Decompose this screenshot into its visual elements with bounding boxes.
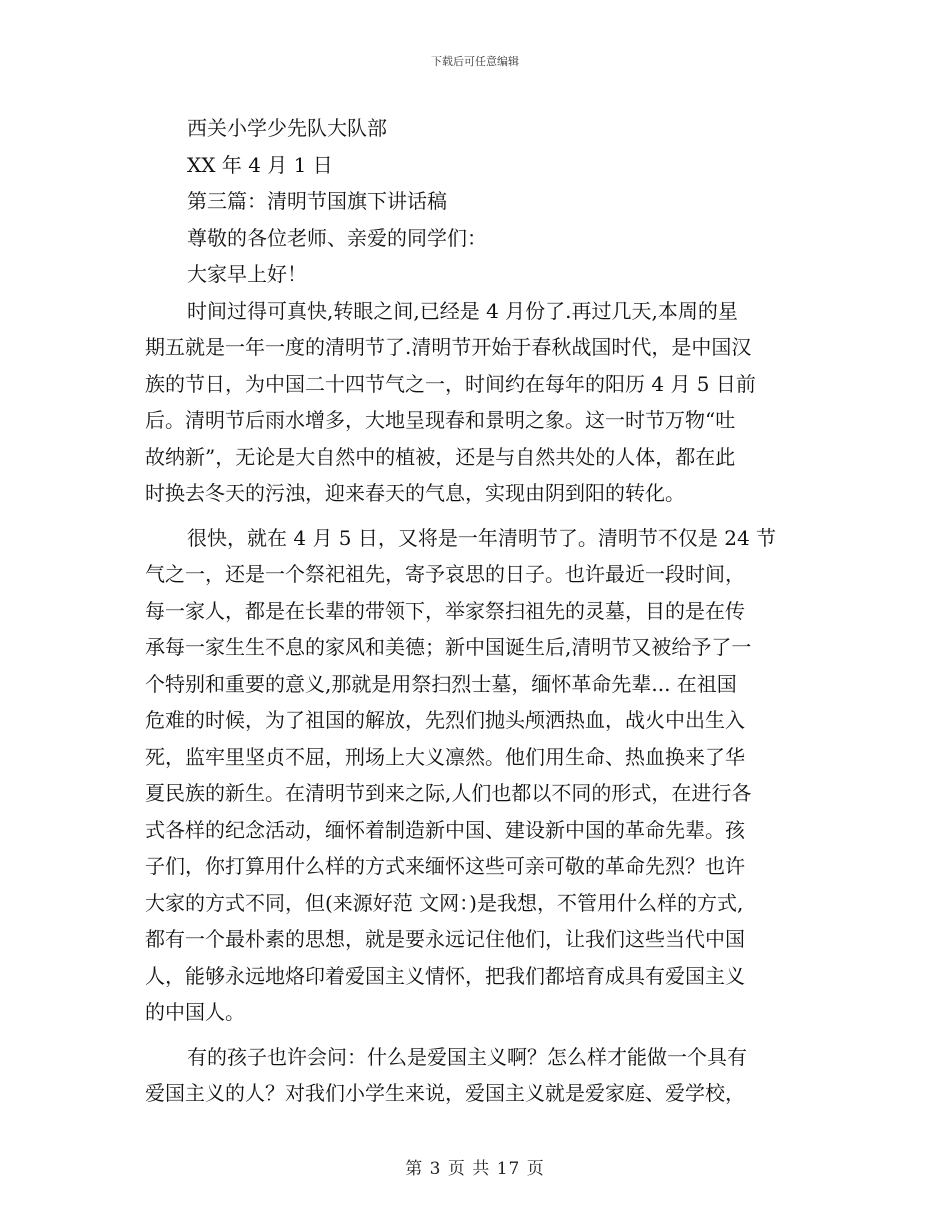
paragraph-line: 族的节日，为中国二十四节气之一，时间约在每年的阳历 4 月 5 日前: [145, 371, 756, 396]
paragraph-line: 故纳新”，无论是大自然中的植被，还是与自然共处的人体，都在此: [145, 444, 736, 469]
document-body: [145, 110, 810, 1112]
paragraph-line: 时换去冬天的污浊，迎来春天的气息，实现由阴到阳的转化。: [145, 481, 685, 505]
section-title: 第三篇：清明节国旗下讲话稿: [187, 189, 447, 213]
paragraph-line: 大家的方式不同，但(来源好范 文网：)是我想，不管用什么样的方式,: [145, 890, 744, 915]
greeting: 大家早上好！: [187, 262, 307, 286]
paragraph-line: 夏民族的新生。在清明节到来之际,人们也都以不同的形式，在进行各: [145, 781, 752, 805]
paragraph-line: 气之一，还是一个祭祀祖先，寄予哀思的日子。也许最近一段时间，: [145, 562, 745, 586]
paragraph-line: 爱国主义的人？对我们小学生来说，爱国主义就是爱家庭、爱学校，: [145, 1081, 745, 1105]
page-number-footer: 第 3 页 共 17 页: [405, 1159, 545, 1179]
heading-block: [145, 110, 810, 293]
paragraph-line: 很快，就在 4 月 5 日，又将是一年清明节了。清明节不仅是 24 节: [187, 525, 777, 550]
paragraph-line: 危难的时候，为了祖国的解放，先烈们抛头颅洒热血，战火中出生入: [145, 708, 745, 732]
paragraph-line: 式各样的纪念活动，缅怀着制造新中国、建设新中国的革命先辈。孩: [145, 817, 745, 842]
paragraph-line: 个特别和重要的意义,那就是用祭扫烈士墓，缅怀革命先辈... 在祖国: [145, 671, 737, 696]
paragraph-2: [145, 520, 810, 1031]
paragraph-line: 后。清明节后雨水增多，大地呈现春和景明之象。这一时节万物“吐: [145, 408, 736, 432]
paragraph-line: 有的孩子也许会问：什么是爱国主义啊？怎么样才能做一个具有: [187, 1044, 747, 1069]
date-line: XX 年 4 月 1 日: [187, 152, 333, 177]
paragraph-line: 每一家人，都是在长辈的带领下，举家祭扫祖先的灵墓，目的是在传: [145, 598, 745, 623]
salutation: 尊敬的各位老师、亲爱的同学们：: [187, 225, 487, 250]
paragraph-1: [145, 293, 810, 512]
header-note: 下载后可任意编辑: [431, 55, 519, 68]
signature-line: 西关小学少先队大队部: [187, 116, 387, 140]
paragraph-line: 子们，你打算用什么样的方式来缅怀这些可亲可敬的革命先烈？也许: [145, 854, 745, 878]
paragraph-line: 都有一个最朴素的思想，就是要永远记住他们，让我们这些当代中国: [145, 927, 745, 951]
paragraph-line: 承每一家生生不息的家风和美德；新中国诞生后,清明节又被给予了一: [145, 635, 752, 659]
paragraph-line: 期五就是一年一度的清明节了.清明节开始于春秋战国时代，是中国汉: [145, 335, 752, 359]
paragraph-line: 的中国人。: [145, 1000, 245, 1024]
paragraph-line: 时间过得可真快,转眼之间,已经是 4 月份了.再过几天,本周的星: [187, 298, 738, 323]
paragraph-line: 死，监牢里坚贞不屈，刑场上大义凛然。他们用生命、热血换来了华: [145, 744, 745, 769]
paragraph-3: [145, 1039, 810, 1112]
paragraph-line: 人，能够永远地烙印着爱国主义情怀，把我们都培育成具有爱国主义: [145, 963, 745, 988]
